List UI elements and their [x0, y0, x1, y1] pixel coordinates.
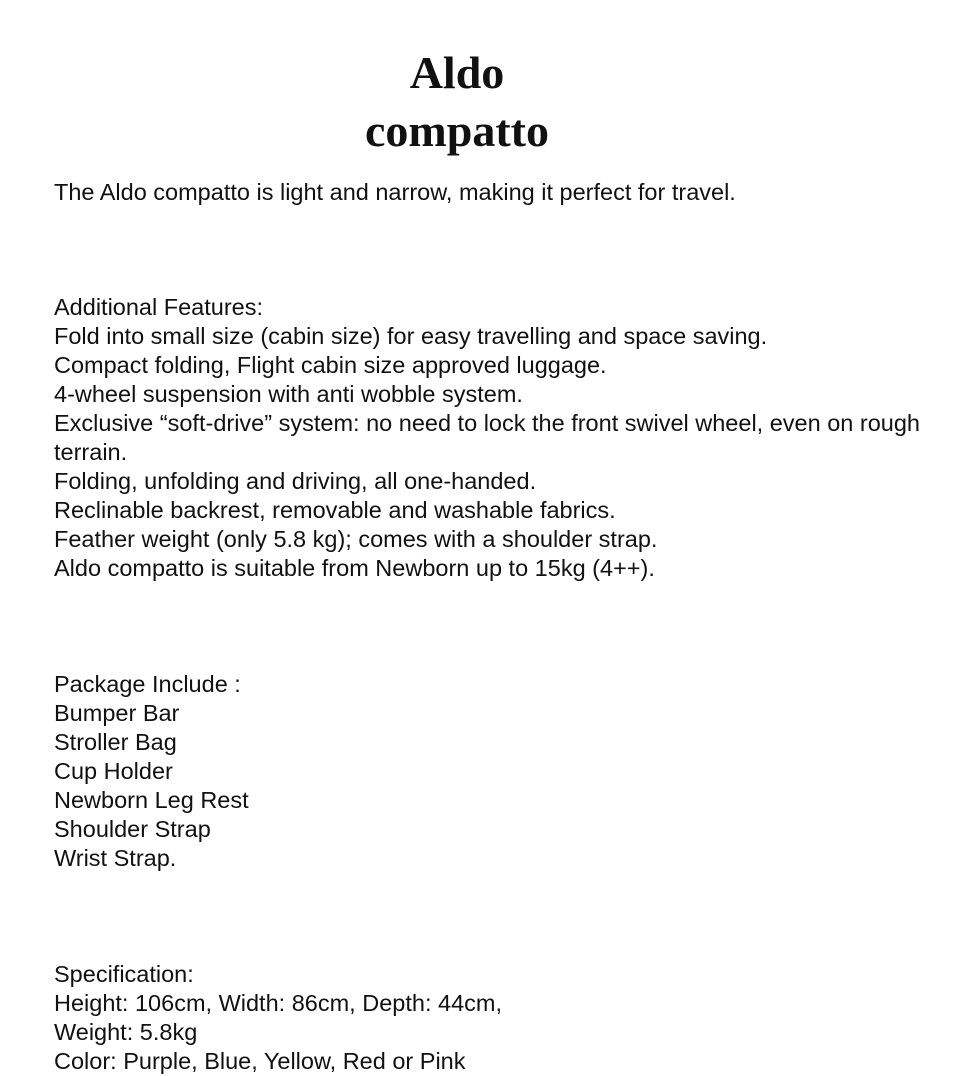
package-heading: Package Include : [54, 671, 241, 697]
package-item: Cup Holder [54, 758, 173, 784]
package-item: Shoulder Strap [54, 816, 211, 842]
specification-heading: Specification: [54, 961, 194, 987]
specification-item: Height: 106cm, Width: 86cm, Depth: 44cm, [54, 990, 502, 1016]
specification-item: Color: Purple, Blue, Yellow, Red or Pink [54, 1048, 466, 1074]
specification-section [54, 960, 934, 1076]
page-title [54, 44, 860, 160]
feature-item: Aldo compatto is suitable from Newborn up to 15kg (4++). [54, 555, 655, 581]
feature-item: Fold into small size (cabin size) for easy travelling and space saving. [54, 323, 768, 349]
features-heading: Additional Features: [54, 294, 264, 320]
product-description [54, 0, 934, 1076]
features-section [54, 293, 934, 583]
feature-item: Folding, unfolding and driving, all one-handed. [54, 468, 537, 494]
page-title-line-1: Aldo [409, 47, 505, 98]
package-item: Stroller Bag [54, 729, 177, 755]
package-item: Wrist Strap. [54, 845, 177, 871]
feature-item: Compact folding, Flight cabin size approved luggage. [54, 352, 607, 378]
package-section [54, 670, 934, 873]
feature-item: Exclusive “soft-drive” system: no need to lock the front swivel wheel, even on rough terrain. [54, 410, 920, 465]
feature-item: Feather weight (only 5.8 kg); comes with a shoulder strap. [54, 526, 658, 552]
feature-item: 4-wheel suspension with anti wobble system. [54, 381, 523, 407]
page-title-line-2: compatto [365, 105, 549, 156]
package-item: Bumper Bar [54, 700, 180, 726]
intro-text: The Aldo compatto is light and narrow, making it perfect for travel. [54, 179, 736, 205]
specification-item: Weight: 5.8kg [54, 1019, 198, 1045]
feature-item: Reclinable backrest, removable and washable fabrics. [54, 497, 616, 523]
package-item: Newborn Leg Rest [54, 787, 249, 813]
